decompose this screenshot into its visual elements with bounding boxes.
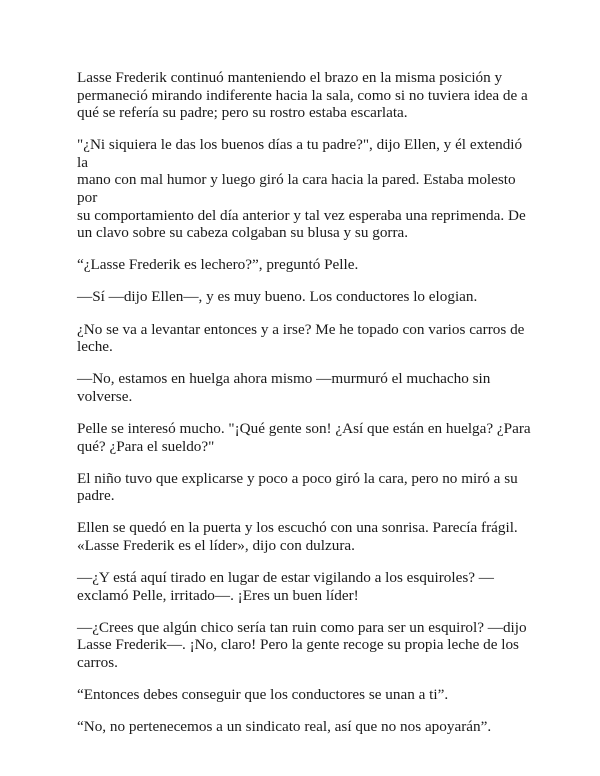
paragraph-7: Pelle se interesó mucho. "¡Qué gente son! ¿Así que están en huelga? ¿Para qué? ¿Para el sueldo?"	[77, 419, 531, 455]
paragraph-3: “¿Lasse Frederik es lechero?”, preguntó Pelle.	[77, 256, 359, 274]
paragraph-8: El niño tuvo que explicarse y poco a poco giró la cara, pero no miró a su padre.	[77, 469, 518, 505]
paragraph-4: —Sí —dijo Ellen—, y es muy bueno. Los conductores lo elogian.	[77, 288, 478, 306]
paragraph-1: Lasse Frederik continuó manteniendo el brazo en la misma posición y permaneció mirando indiferente hacia la sala, como si no tuviera idea de a qué se refería su padre; pero su rostro estaba escarlata.	[77, 69, 528, 122]
paragraph-13: “No, no pertenecemos a un sindicato real, así que no nos apoyarán”.	[77, 718, 492, 736]
paragraph-9: Ellen se quedó en la puerta y los escuchó con una sonrisa. Parecía frágil. «Lasse Frederik es el líder», dijo con dulzura.	[77, 519, 518, 554]
paragraph-12: “Entonces debes conseguir que los conductores se unan a ti”.	[77, 685, 449, 703]
paragraph-5: ¿No se va a levantar entonces y a irse? Me he topado con varios carros de leche.	[77, 320, 525, 356]
document-body	[77, 69, 533, 750]
paragraph-2: "¿Ni siquiera le das los buenos días a tu padre?", dijo Ellen, y él extendió la mano con mal humor y luego giró la cara hacia la pared. Estaba molesto por su comportamiento del día anterior y tal vez esperaba una reprimenda. De un clavo sobre su cabeza colgaban su blusa y su gorra.	[77, 136, 526, 242]
paragraph-11: —¿Crees que algún chico sería tan ruin como para ser un esquirol? —dijo Lasse Frederik—. ¡No, claro! Pero la gente recoge su propia leche de los carros.	[77, 618, 527, 671]
paragraph-6: —No, estamos en huelga ahora mismo —murmuró el muchacho sin volverse.	[77, 370, 491, 405]
paragraph-10: —¿Y está aquí tirado en lugar de estar vigilando a los esquiroles? — exclamó Pelle, irritado—. ¡Eres un buen líder!	[77, 568, 494, 604]
